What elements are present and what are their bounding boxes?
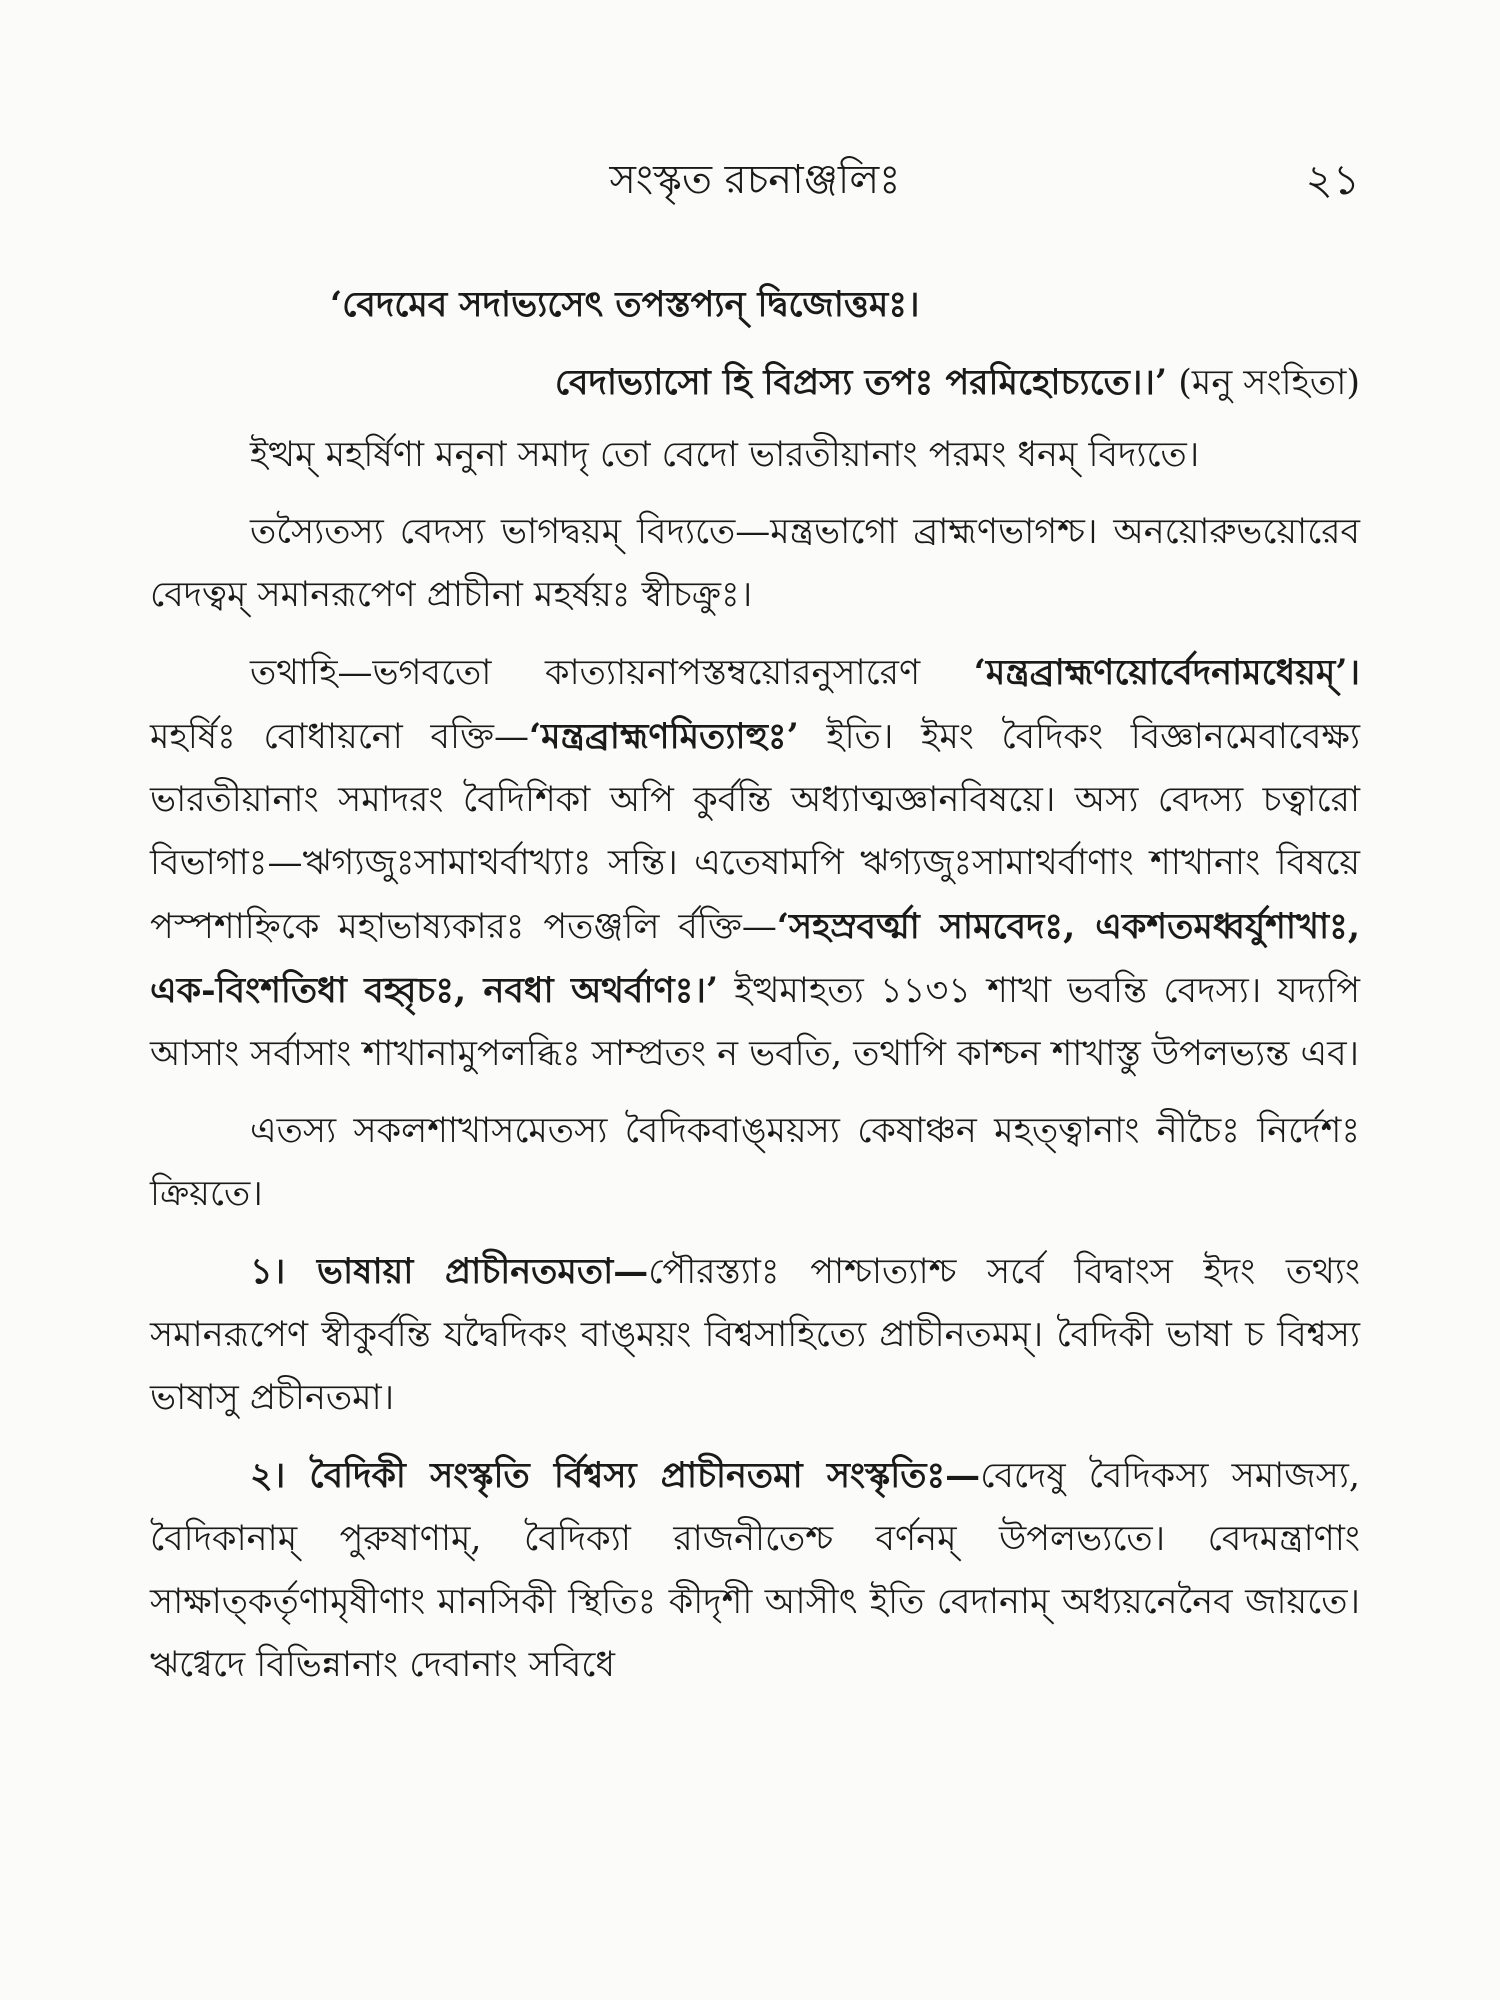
page-number: ২১ <box>1305 155 1360 204</box>
p3-quote-katyayana: ‘মন্ত্রব্রাহ্মণয়োর্বেদনামধেয়ম্’। <box>973 652 1360 693</box>
p3-text-1: তথাহি—ভগবতো কাত্যায়নাপস্তম্বয়োরনুসারেণ <box>250 653 974 693</box>
p3-text-2: মহর্ষিঃ বোধায়নো বক্তি— <box>150 717 529 757</box>
verse-line-2 <box>150 348 1360 418</box>
paragraph-3 <box>150 641 1360 1086</box>
p3-quote-bodhayana: ‘মন্ত্রব্রাহ্মণমিত্যাহুঃ’ <box>528 716 799 757</box>
p6-heading: ২। বৈদিকী সংস্কৃতি র্বিশ্বস্য প্রাচীনতমা সংস্কৃতিঃ— <box>250 1455 981 1496</box>
p5-heading: ১। ভাষায়া প্রাচীনতমতা— <box>250 1251 649 1292</box>
p6-text: বেদেষু বৈদিকস্য সমাজস্য, বৈদিকানাম্ পুরুষাণাম্, বৈদিক্যা রাজনীতেশ্চ বর্ণনম্ উপলভ্যতে। বেদমন্ত্রাণাং সাক্ষাত্কর্তৃণামৃষীণাং মানসিকী স্থিতিঃ কীদৃশী আসীৎ ইতি বেদানাম্ অধ্যয়নেনৈব জায়তে। ঋগ্বেদে বিভিন্নানাং দেবানাং সবিধে <box>150 1456 1360 1685</box>
p5-text: পৌরস্ত্যাঃ পাশ্চাত্যাশ্চ সর্বে বিদ্বাংস ইদং তথ্যং সমানরূপেণ স্বীকুর্বন্তি যদ্বৈদিকং বাঙ্‌ময়ং বিশ্বসাহিত্যে প্রাচীনতমম্। বৈদিকী ভাষা চ বিশ্বস্য ভাষাসু প্রচীনতমা। <box>150 1252 1360 1418</box>
running-title: সংস্কৃত রচনাঞ্জলিঃ <box>609 157 901 203</box>
p3-text-3: ইতি। ইমং বৈদিকং বিজ্ঞানমেবাবেক্ষ্য ভারতীয়ানাং সমাদরং বৈদিশিকা অপি কুর্বন্তি অধ্যাত্মজ্ঞানবিষয়ে। অস্য বেদস্য চত্বারো বিভাগাঃ—ঋগ্যজুঃসামাথর্বাখ্যাঃ সন্তি। এতেষামপি ঋগ্যজুঃসামাথর্বাণাং শাখানাং বিষয়ে পস্পশাহ্নিকে মহাভাষ্যকারঃ পতঞ্জলি র্বক্তি— <box>150 717 1361 947</box>
page-body <box>150 270 1360 1711</box>
page-header <box>150 150 1360 210</box>
verse-line-1: ‘বেদমেব সদাভ্যসেৎ তপস্তপ্যন্ দ্বিজোত্তমঃ। <box>330 284 920 325</box>
paragraph-6 <box>150 1444 1360 1697</box>
paragraph-1: ইত্থম্ মহর্ষিণা মনুনা সমাদৃ তো বেদো ভারতীয়ানাং পরমং ধনম্ বিদ্যতে। <box>250 435 1200 475</box>
p3-quote-patanjali: ‘সহস্রবর্ত্মা সামবেদঃ, একশতমধ্বর্যুশাখাঃ, এক-বিংশতিধা বহ্বৃচঃ, নবধা অথর্বাণঃ।’ <box>150 906 1360 1011</box>
paragraph-2: তস্যৈতস্য বেদস্য ভাগদ্বয়ম্ বিদ্যতে—মন্ত্রভাগো ব্রাহ্মণভাগশ্চ। অনয়োরুভয়োরেব বেদত্বম্ সমানরূপেণ প্রাচীনা মহর্ষয়ঃ স্বীচক্রুঃ। <box>150 512 1360 615</box>
verse-line-2-text: বেদাভ্যাসো হি বিপ্রস্য তপঃ পরমিহোচ্যতে।।’ <box>554 362 1168 403</box>
verse-source: (মনু সংহিতা) <box>1178 363 1360 403</box>
paragraph-4: এতস্য সকলশাখাসমেতস্য বৈদিকবাঙ্‌ময়স্য কেষাঞ্চন মহত্ত্বানাং নীচৈঃ নির্দেশঃ ক্রিয়তে। <box>150 1111 1360 1214</box>
p3-text-4: ইত্থমাহত্য ১১৩১ শাখা ভবন্তি বেদস্য। যদ্যপি আসাং সর্বাসাং শাখানামুপলব্ধিঃ সাম্প্রতং ন ভবতি, তথাপি কাশ্চন শাখাস্তু উপলভ্যন্ত এব। <box>150 971 1360 1074</box>
paragraph-5 <box>150 1240 1360 1430</box>
